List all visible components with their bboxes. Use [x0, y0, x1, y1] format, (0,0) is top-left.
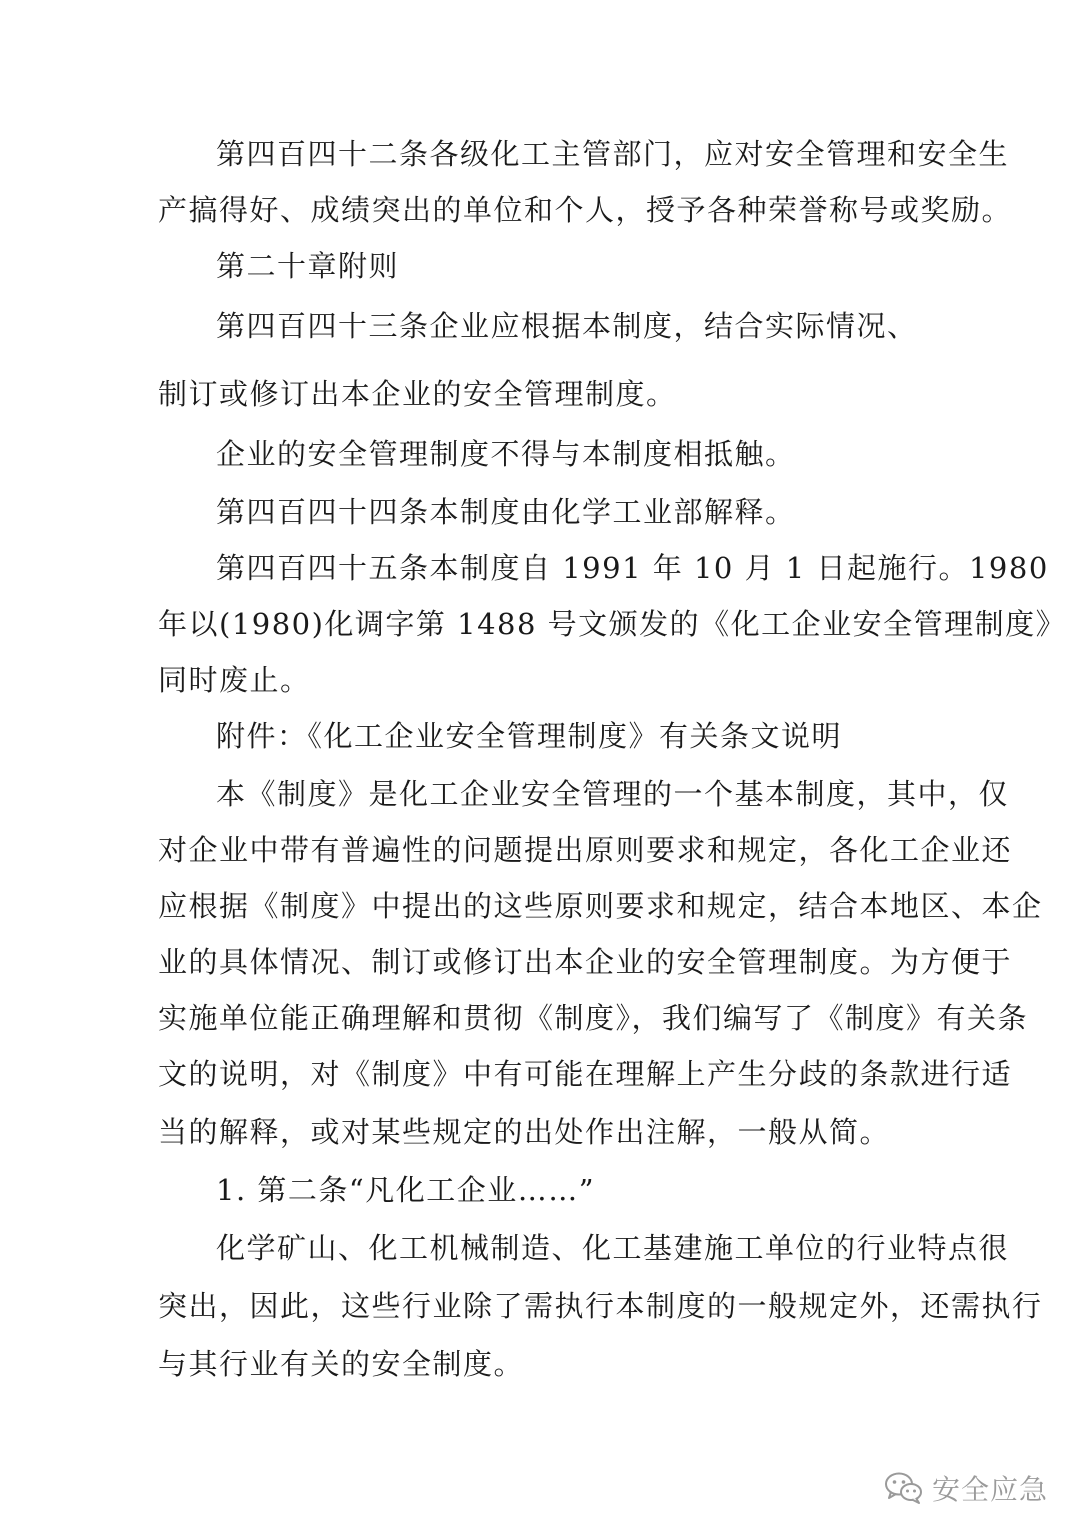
text-line: 本《制度》是化工企业安全管理的一个基本制度，其中，仅: [216, 777, 1010, 811]
section-heading: 第二十章附则: [216, 249, 400, 283]
text-line: 第四百四十五条本制度自 1991 年 10 月 1 日起施行。1980: [216, 551, 1049, 585]
watermark-text: 安全应急: [931, 1473, 1048, 1506]
text-line: 年以(1980)化调字第 1488 号文颁发的《化工企业安全管理制度》: [158, 607, 1067, 641]
text-line: 产搞得好、成绩突出的单位和个人，授予各种荣誉称号或奖励。: [158, 193, 1013, 227]
text-line: 业的具体情况、制订或修订出本企业的安全管理制度。为方便于: [158, 945, 1013, 979]
watermark: [884, 1468, 1048, 1508]
wechat-icon: [884, 1471, 924, 1505]
text-line: 企业的安全管理制度不得与本制度相抵触。: [216, 437, 796, 471]
text-line: 制订或修订出本企业的安全管理制度。: [158, 377, 677, 411]
attachment-heading: 附件：《化工企业安全管理制度》有关条文说明: [216, 719, 843, 753]
text-line: 实施单位能正确理解和贯彻《制度》，我们编写了《制度》有关条: [158, 1001, 1029, 1035]
text-line: 与其行业有关的安全制度。: [158, 1347, 525, 1381]
text-line: 第四百四十三条企业应根据本制度，结合实际情况、: [216, 309, 918, 343]
text-line: 同时废止。: [158, 663, 311, 697]
text-line: 当的解释，或对某些规定的出处作出注解，一般从简。: [158, 1115, 891, 1149]
text-line: 突出，因此，这些行业除了需执行本制度的一般规定外，还需执行: [158, 1289, 1043, 1323]
text-line: 第四百四十四条本制度由化学工业部解释。: [216, 495, 796, 529]
text-line: 对企业中带有普遍性的问题提出原则要求和规定，各化工企业还: [158, 833, 1013, 867]
text-line: 第四百四十二条各级化工主管部门，应对安全管理和安全生: [216, 137, 1010, 171]
text-line: 文的说明，对《制度》中有可能在理解上产生分歧的条款进行适: [158, 1057, 1013, 1091]
list-item-heading: 1. 第二条“凡化工企业……”: [216, 1173, 596, 1207]
text-line: 应根据《制度》中提出的这些原则要求和规定，结合本地区、本企: [158, 889, 1043, 923]
text-line: 化学矿山、化工机械制造、化工基建施工单位的行业特点很: [216, 1231, 1010, 1265]
